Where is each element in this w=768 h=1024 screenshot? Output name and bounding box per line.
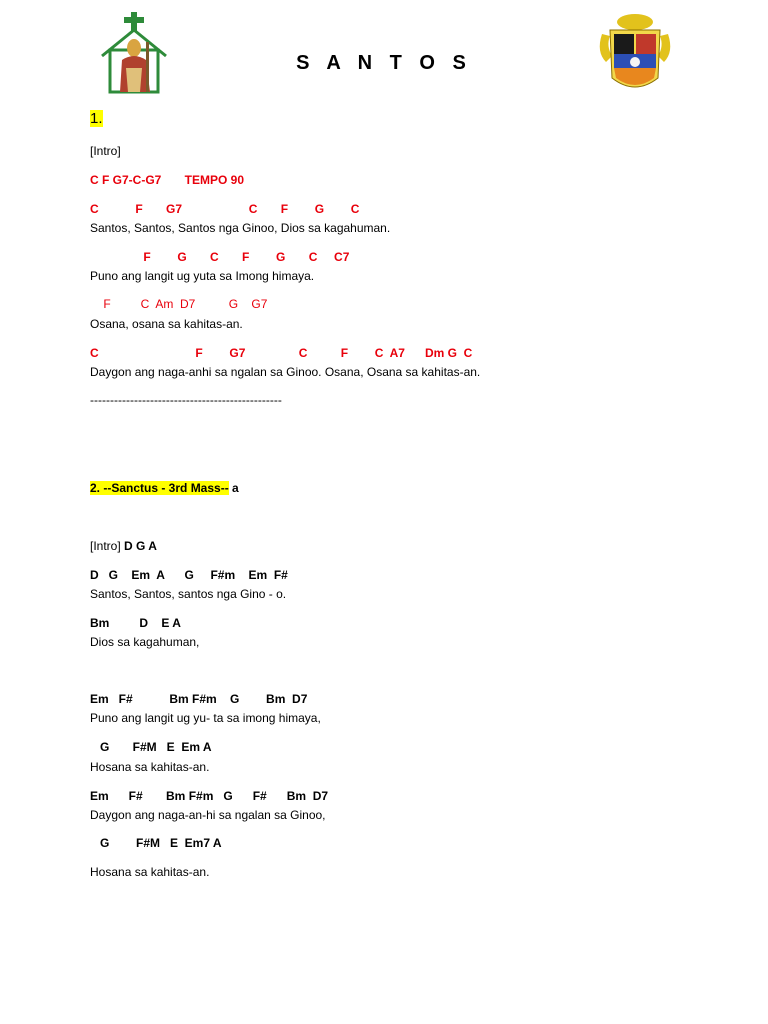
song2-intro-chords: D G A <box>124 539 157 553</box>
chord-line: C F G7 C F G C <box>90 202 360 216</box>
chord-line: D G Em A G F#m Em F# <box>90 568 288 582</box>
chord-line: G F#M E Em A <box>90 740 212 754</box>
lyric-line: Hosana sa kahitas-an. <box>90 865 210 879</box>
chord-line: Em F# Bm F#m G F# Bm D7 <box>90 789 329 803</box>
lyric-line: Santos, Santos, Santos nga Ginoo, Dios sa kagahuman. <box>90 221 391 235</box>
song1-intro-chords: C F G7-C-G7 TEMPO 90 <box>90 173 245 187</box>
lyric-line: Puno ang langit ug yu- ta sa imong himaya, <box>90 711 321 725</box>
divider: ------------------------------------------------ <box>90 393 282 407</box>
song2-heading-suffix: a <box>228 481 239 495</box>
page-title: S A N T O S <box>296 52 472 74</box>
song2-heading-text: 2. --Sanctus - 3rd Mass-- <box>90 481 229 495</box>
song1-intro-label: [Intro] <box>90 144 121 158</box>
lyric-line: Hosana sa kahitas-an. <box>90 760 210 774</box>
song2-heading <box>90 481 239 496</box>
chord-line: F G C F G C C7 <box>90 250 350 264</box>
chord-line: F C Am D7 G G7 <box>90 297 268 311</box>
lyric-line: Daygon ang naga-an-hi sa ngalan sa Ginoo, <box>90 808 326 822</box>
chord-line: C F G7 C F C A7 Dm G C <box>90 346 473 360</box>
lyric-line: Daygon ang naga-anhi sa ngalan sa Ginoo. Osana, Osana sa kahitas-an. <box>90 365 481 379</box>
lyric-line: Puno ang langit ug yuta sa Imong himaya. <box>90 269 315 283</box>
chord-line: G F#M E Em7 A <box>90 836 222 850</box>
song2-intro-label: [Intro] <box>90 539 125 553</box>
lyric-line: Dios sa kagahuman, <box>90 635 200 649</box>
lyric-line: Santos, Santos, santos nga Gino - o. <box>90 587 287 601</box>
chord-line: Bm D E A <box>90 616 181 630</box>
lyric-line: Osana, osana sa kahitas-an. <box>90 317 243 331</box>
song2-intro <box>90 539 157 554</box>
chord-line: Em F# Bm F#m G Bm D7 <box>90 692 308 706</box>
song1-number: 1. <box>90 110 103 127</box>
